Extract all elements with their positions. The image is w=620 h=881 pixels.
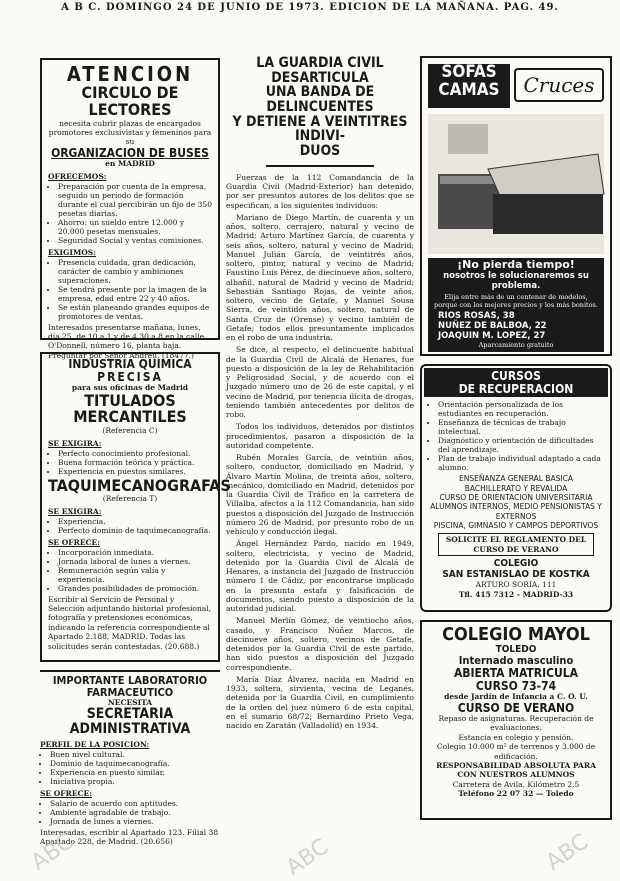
list-item: • Perfecto dominio de taquimecanografía. [58,526,212,535]
ad2-req2-list [48,517,212,535]
list-item: • Buena formación teórica y práctica. [58,458,212,467]
ad-industria-quimica [40,352,231,662]
list-item: • Seguridad Social y ventas comisiones. [58,236,212,245]
article-headline-3: Y DETIENE A VEINTITRES INDIVI- [232,113,408,145]
ad6-line4: desde Jardín de Infancia a C. O. U. [444,692,588,702]
ad4-addr2: NUÑEZ DE BALBOA, 22 [438,321,547,331]
article-divider [266,165,374,167]
ad5-title2: DE RECUPERACION [458,381,574,396]
ad1-org: ORGANIZACION DE BUSES [51,145,209,160]
ad5-title1: CURSOS [491,369,541,383]
ad5-c5: PISCINA, GIMNASIO Y CAMPOS DEPORTIVOS [433,521,599,531]
ad-cursos-recuperacion [420,364,612,612]
ad2-contact: Escribir al Servicio de Personal y Selección adjuntando historial profesional, fotografía y pretensiones económicas, indicando la referencia correspondiente al Apartado 2.188, MADRID. Todas las solicitudes serán contestadas. (20.688.) [48,594,212,651]
ad1-title2: CIRCULO DE LECTORES [81,83,179,119]
ad4-sub: Elija entre más de un centenar de modelos, porque con los mejores precios y los más bonitos. [434,293,598,309]
ad1-intro: necesita cubrir plazas de encargados promotores exclusivistas y femeninos para su [48,118,212,147]
list-item: • Iniciativa propia. [50,777,220,786]
list-item: • Ambiente agradable de trabajo. [50,808,220,817]
article-headline-2: UNA BANDA DE DELINCUENTES [265,84,375,116]
article-paragraph: Mariano de Diego Martín, de cuarenta y un años, soltero, cerrajero, natural y vecino de Madrid; Arturo Martínez García, de cuarenta y seis años, soltero, natural y vecino de Madrid; Manuel Julián García, de veintitrés años, soltero, pintor, natural y vecino de Madrid; Faustino Luis Pérez, de diecinueve años, soltero, albañil, natural de Madrid y vecino de Madrid; Sebastián Santiago Rojas, de veinte años, soltero, vecino de Getafe, y Manuel Sousa Sierra, de veintidós años, soltero, natural de Santa Cruz de (Orense) y vecino también de Getafe; todos ellos presuntamente implicados en el robo de una industria. [226,212,414,343]
ad5-tel: Tfl. 415 7312 - MADRID-33 [458,589,574,599]
ad2-role2: TAQUIMECANOGRAFAS [48,475,231,495]
ad6-line7: Estancia en colegio y pensión. [458,732,574,742]
ad1-offer-list [48,182,212,245]
ad5-c2: BACHILLERATO Y REVALIDA [464,483,568,493]
list-item: • Remuneración según valía y experiencia. [58,566,212,584]
ad6-line3: CURSO 73-74 [475,678,557,693]
list-item: • Plan de trabajo individual adaptado a cada alumno. [438,454,604,472]
ad6-line8: Colegio 10.000 m² de terrenos y 3.000 de edificación. [436,742,596,761]
ad3-title1: IMPORTANTE LABORATORIO [52,674,208,687]
list-item: • Ahorro: un sueldo entre 12.000 y 20.000 pesetas mensuales. [58,218,212,236]
ad2-ref2: (Referencia T) [102,494,158,504]
ad4-logo-block [428,64,510,108]
ad-sofas-camas [420,56,612,356]
ad3-needs: NECESITA [107,698,153,708]
ad4-line1: SOFAS [441,62,497,82]
ad1-req-list [48,258,212,321]
ad5-addr: ARTURO SORIA, 111 [475,580,557,590]
list-item: • Orientación personalizada de los estudiantes en recuperación. [438,400,604,418]
ad3-section1: PERFIL DE LA POSICION: [40,739,150,749]
list-item: • Diagnóstico y orientación de dificultades del aprendizaje. [438,436,604,454]
ad6-title: COLEGIO MAYOL [442,624,590,645]
ad4-addr1: RIOS ROSAS, 38 [438,311,515,321]
ad5-request-box: SOLICITE EL REGLAMENTO DEL CURSO DE VERANO [438,533,594,556]
ad5-title-bar [424,368,608,397]
ad1-title1: ATENCION [66,62,194,86]
page-header: A B C. DOMINGO 24 DE JUNIO DE 1973. EDICION DE LA MAÑANA. PAG. 49. [61,2,559,13]
article-headline-1: LA GUARDIA CIVIL DESARTICULA [256,55,384,86]
list-item: • Experiencia en puesto similar. [50,768,220,777]
list-item: • Incorporación inmediata. [58,548,212,557]
watermark: ABC [281,834,334,881]
list-item: • Jornada de lunes a viernes. [50,817,220,826]
list-item: • Presencia cuidada, gran dedicación, carácter de cambio y ambiciones superaciones. [58,258,212,285]
ad5-c1: ENSEÑANZA GENERAL BASICA [459,474,573,484]
list-item: • Grandes posibilidades de promoción. [58,584,212,593]
ad2-req1-list [48,449,212,476]
ad6-line10: Carretera de Avila, Kilómetro 2,5 [452,779,580,789]
list-item: • Se tendrá presente por la imagen de la empresa, edad entre 22 y 40 años. [58,285,212,303]
ad2-offer-list [48,548,212,593]
ad1-org-place: en MADRID [105,159,155,169]
list-item: • Se están planeando grandes equipos de promotores de ventas. [58,303,212,321]
article-paragraph: Manuel Merlín Gómez, de veintiocho años, casado, y Francisco Núñez Marcos, de diecinueve años, soltero, vecinos de Getafe, detenidos por la Guardia Civil de este partido, han sido puestos a disposición del Juzgado correspondiente. [226,616,414,672]
article-paragraph: Rubén Morales García, de veintiún años, soltero, conductor, domiciliado en Madrid, y Álvaro Martín Molina, de treinta años, soltero, mecánico, domiciliado en Madrid, detenidos por la Guardia Civil de Tráfico en la carretera de Villalba, afectos a la 112 Comandancia, han sido puestos a disposición del Juzgado de Instrucción número 26 de Madrid, por presunto robo de un vehículo y conducción ilegal. [226,453,414,537]
ad5-list [428,400,604,472]
ad1-contact: Interesados presentarse mañana, lunes, día 25, de 10 a 1 y de 4,30 a 8 en la calle O'Donnell, número 16, planta baja. Preguntar por Señor Andreu. (18477.) [48,322,205,360]
article-paragraph: Fuerzas de la 112 Comandancia de la Guardia Civil (Madrid-Exterior) han detenido, por ser presuntos autores de los delitos que se especifican, a los siguientes individuos: [226,172,414,210]
ad6-line2: ABIERTA MATRICULA [453,665,579,680]
ad4-brand: Cruces [514,68,604,102]
ad2-precisa: PRECISA [97,369,163,384]
ad1-section-req: EXIGIMOS: [48,247,96,257]
article-paragraph: Todos los individuos, detenidos por distintos procedimientos, pasaron a disposición de la autoridad competente. [226,422,414,450]
ad-circulo-lectores [40,58,220,360]
ad4-foot: Aparcamiento gratuito [478,341,554,349]
ad4-slogan2: nosotros le solucionaremos su problema. [443,271,589,291]
article-paragraph: Se dice, al respecto, el delincuente habitual de la Guardia Civil de Alcalá de Henares, fue puesto a disposición de la ley de Rehabilitación y Peligrosidad Social, y de acuerdo con el Juzgado número uno de 26 de este capital, y el vecino de Madrid, por tenencia ilícita de drogas, teniendo también antecedentes por delitos de robo. [226,345,414,420]
watermark: ABC [26,829,79,876]
ad3-contact: Interesadas, escribir al Apartado 123. Filial 38 Apartado 228, de Madrid. (20.656) [40,827,219,847]
ad4-info-panel [428,258,604,352]
ad2-section2: SE EXIGIRA: [48,506,102,516]
ad2-title: INDUSTRIA QUIMICA [68,357,192,371]
ad5-c4: ALUMNOS INTERNOS, MEDIO PENSIONISTAS Y EXTERNOS [430,502,602,521]
list-item: • Buen nivel cultural. [50,750,220,759]
list-item: • Experiencia en puestos similares. [58,467,212,476]
ad6-line9: RESPONSABILIDAD ABSOLUTA PARA CON NUESTROS ALUMNOS [436,760,596,780]
ad3-req-list [40,750,220,786]
list-item: • Experiencia. [58,517,212,526]
ad5-college1: COLEGIO [493,558,539,570]
ad2-section1: SE EXIGIRA: [48,438,102,448]
list-item: • Preparación por cuenta de la empresa, seguido un período de formación durante el cual percibirán un fijo de 350 pesetas diarias. [58,182,212,218]
ad2-section3: SE OFRECE: [48,537,101,547]
list-item: • Perfecto conocimiento profesional. [58,449,212,458]
ad5-college2: SAN ESTANISLAO DE KOSTKA [442,568,590,580]
ad4-slogan1: ¡No pierda tiempo! [457,258,575,271]
ad6-line5: CURSO DE VERANO [457,700,575,715]
ad2-role1: TITULADOS MERCANTILES [73,390,187,427]
sofa-bed-illustration [428,114,604,254]
ad6-line1: Internado masculino [458,654,574,668]
ad3-section2: SE OFRECE: [40,788,93,798]
ad3-offer-list [40,799,220,826]
article-headline-4: DUOS [299,143,341,160]
ad6-line11: Teléfono 22 07 32 — Toledo [458,789,574,799]
article-paragraph: Ángel Hernández Pardo, nacido en 1949, soltero, electricista, y vecino de Madrid, detenido por la Guardia Civil de Alcalá de Henares, a instancia del Juzgado de Instrucción número 1 de Cádiz, por encontrarse implicado en la presunta estafa y falsificación de documentos, siendo puesto a disposición de la autoridad judicial. [226,539,414,614]
ad4-addr3: JOAQUIN M. LOPEZ, 27 [438,331,546,341]
ad3-role: SECRETARIA ADMINISTRATIVA [69,706,191,738]
ad6-city: TOLEDO [495,643,537,655]
article-paragraph: María Díaz Álvarez, nacida en Madrid en 1933, soltera, sirvienta, vecina de Leganés, detenida por la Guardia Civil, en cumplimiento de la orden del juez número 6 de esta capital, en el sumario 68/72; Bernardino Prieto Vega, nacido en Zaratán (Valladolid) en 1934. [226,674,414,731]
ad6-line6: Repaso de asignaturas. Recuperación de evaluaciones. [438,714,594,733]
list-item: • Jornada laboral de lunes a viernes. [58,557,212,566]
list-item: • Enseñanza de técnicas de trabajo intelectual. [438,418,604,436]
ad5-c3: CURSO DE ORIENTACION UNIVERSITARIA [439,492,593,502]
ad2-ref1: (Referencia C) [102,426,158,436]
ad1-section-offer: OFRECEMOS: [48,171,107,181]
list-item: • Salario de acuerdo con aptitudes. [50,799,220,808]
watermark: ABC [541,829,594,876]
ad2-place: para sus oficinas de Madrid [71,383,189,393]
ad-colegio-mayol [420,620,612,820]
article [226,56,414,868]
ad3-title2: FARMACEUTICO [86,685,174,699]
ad4-line2: CAMAS [438,79,500,100]
list-item: • Dominio de taquimecanografía. [50,759,220,768]
